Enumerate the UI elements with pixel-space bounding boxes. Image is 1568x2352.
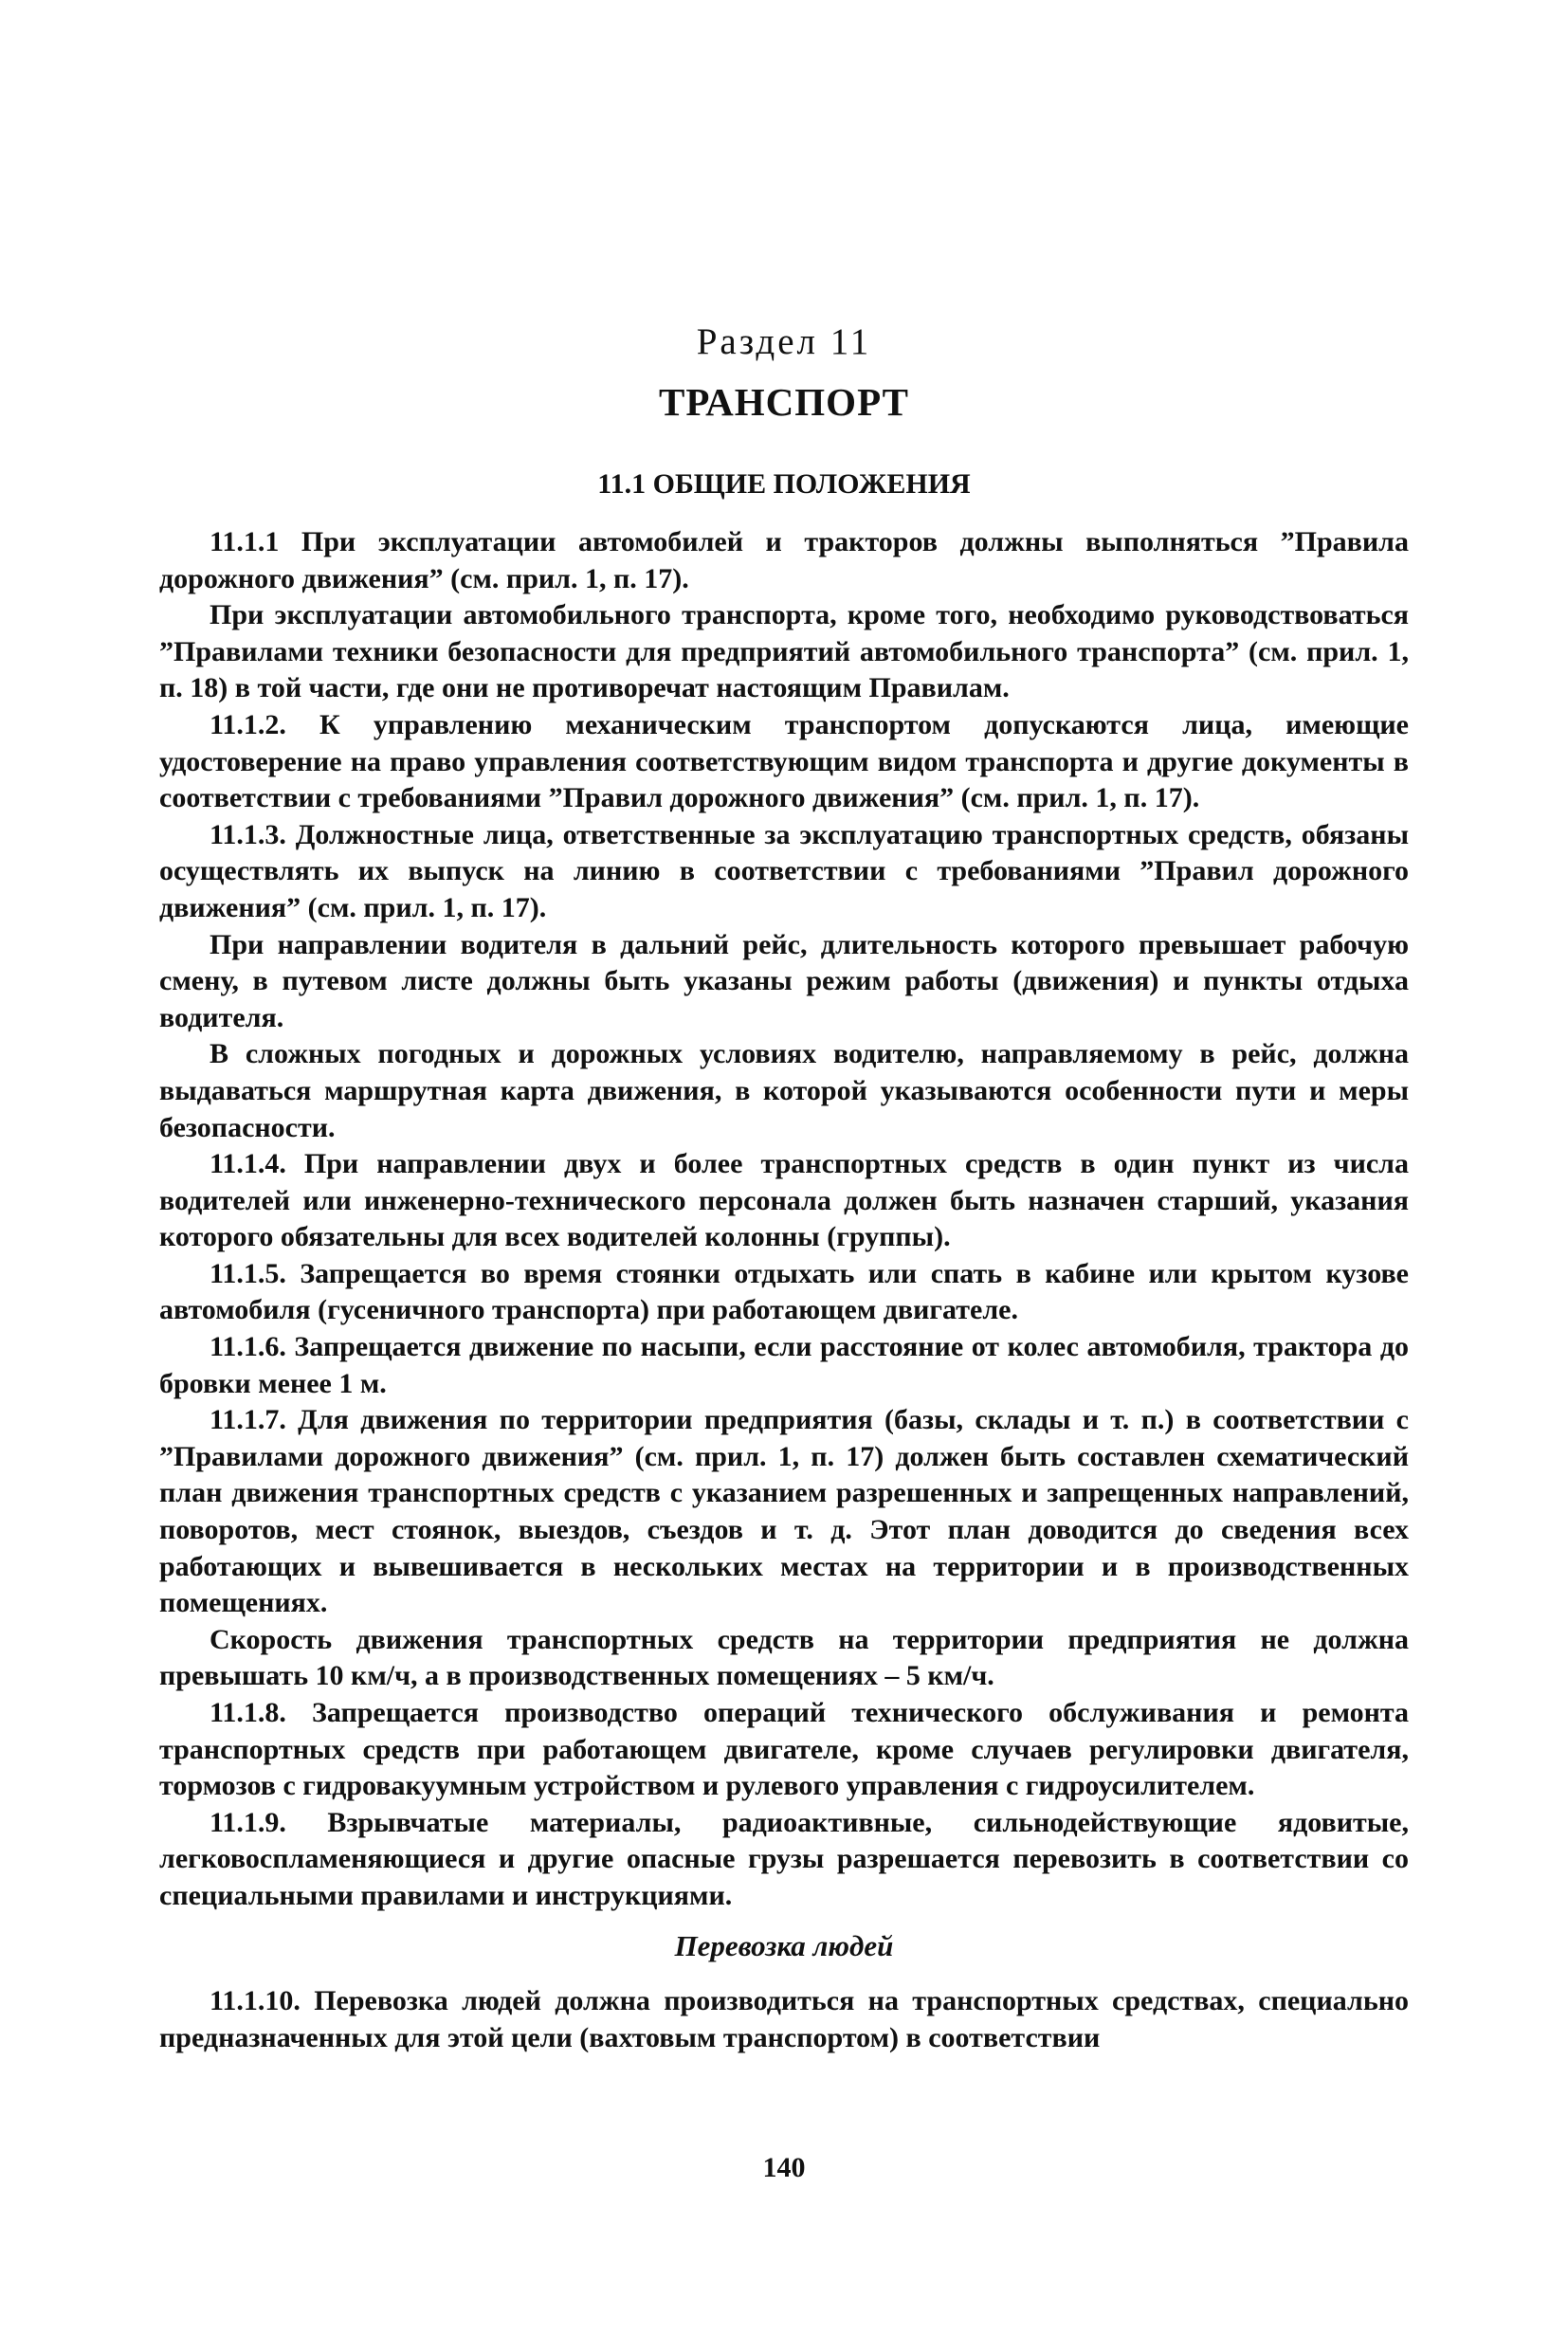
paragraph: 11.1.3. Должностные лица, ответственные за эксплуатацию транспортных средств, обязаны осуществлять их выпуск на линию в соответствии с требованиями ”Правил дорожного движения” (см. прил. 1, п. 17). bbox=[159, 818, 1409, 923]
paragraph: В сложных погодных и дорожных условиях водителю, направляемому в рейс, должна выдаваться маршрутная карта движения, в которой указываются особенности пути и меры безопасности. bbox=[159, 1038, 1409, 1143]
paragraph: 11.1.7. Для движения по территории предприятия (базы, склады и т. п.) в соответствии с ”Правилами дорожного движения” (см. прил. 1, п. 17) должен быть составлен схематический план движения транспортных средств с указанием разрешенных и запрещенных направлений, поворотов, мест стоянок, выездов, съездов и т. д. Этот план доводится до сведения всех работающих и вывешивается в нескольких местах на территории и в производственных помещениях. bbox=[159, 1404, 1409, 1619]
paragraph: При направлении водителя в дальний рейс, длительность которого превышает рабочую смену, в путевом листе должны быть указаны режим работы (движения) и пункты отдыха водителя. bbox=[159, 928, 1409, 1033]
paragraph: 11.1.5. Запрещается во время стоянки отдыхать или спать в кабине или крытом кузове автомобиля (гусеничного транспорта) при работающем двигателе. bbox=[159, 1257, 1409, 1326]
paragraph: 11.1.10. Перевозка людей должна производиться на транспортных средствах, специально предназначенных для этой цели (вахтовым транспортом) в соответствии bbox=[159, 1985, 1409, 2053]
paragraph: 11.1.6. Запрещается движение по насыпи, если расстояние от колес автомобиля, трактора до бровки менее 1 м. bbox=[159, 1331, 1409, 1399]
paragraph: 11.1.2. К управлению механическим транспортом допускаются лица, имеющие удостоверение на право управления соответствующим видом транспорта и другие документы в соответствии с требованиями ”Правил дорожного движения” (см. прил. 1, п. 17). bbox=[159, 708, 1409, 814]
section-title: ТРАНСПОРТ bbox=[659, 380, 909, 424]
paragraph: 11.1.4. При направлении двух и более транспортных средств в один пункт из числа водителей или инженерно-технического персонала должен быть назначен старший, указания которого обязательны для всех водителей колонны (группы). bbox=[159, 1148, 1409, 1253]
paragraph: 11.1.9. Взрывчатые материалы, радиоактивные, сильнодействующие ядовитые, легковоспламеняющиеся и другие опасные грузы разрешается перевозить в соответствии со специальными правилами и инструкциями. bbox=[159, 1806, 1409, 1911]
subheading-transport-of-people: Перевозка людей bbox=[674, 1928, 894, 1962]
paragraph: При эксплуатации автомобильного транспорта, кроме того, необходимо руководствоваться ”Правилами техники безопасности для предприятий автомобильного транспорта” (см. прил. 1, п. 18) в той части, где они не противоречат настоящим Правилам. bbox=[159, 599, 1409, 704]
paragraph: Скорость движения транспортных средств на территории предприятия не должна превышать 10 км/ч, а в производственных помещениях – 5 км/ч. bbox=[159, 1623, 1409, 1692]
subsection-title: 11.1 ОБЩИЕ ПОЛОЖЕНИЯ bbox=[597, 468, 971, 500]
body-text bbox=[159, 524, 1409, 2056]
paragraph: 11.1.1 При эксплуатации автомобилей и тракторов должны выполняться ”Правила дорожного движения” (см. прил. 1, п. 17). bbox=[159, 526, 1409, 594]
paragraph: 11.1.8. Запрещается производство операций технического обслуживания и ремонта транспортных средств при работающем двигателе, кроме случаев регулировки двигателя, тормозов с гидровакуумным устройством и рулевого управления с гидроусилителем. bbox=[159, 1697, 1409, 1802]
page-number: 140 bbox=[762, 2152, 806, 2183]
section-label: Раздел 11 bbox=[696, 321, 872, 362]
